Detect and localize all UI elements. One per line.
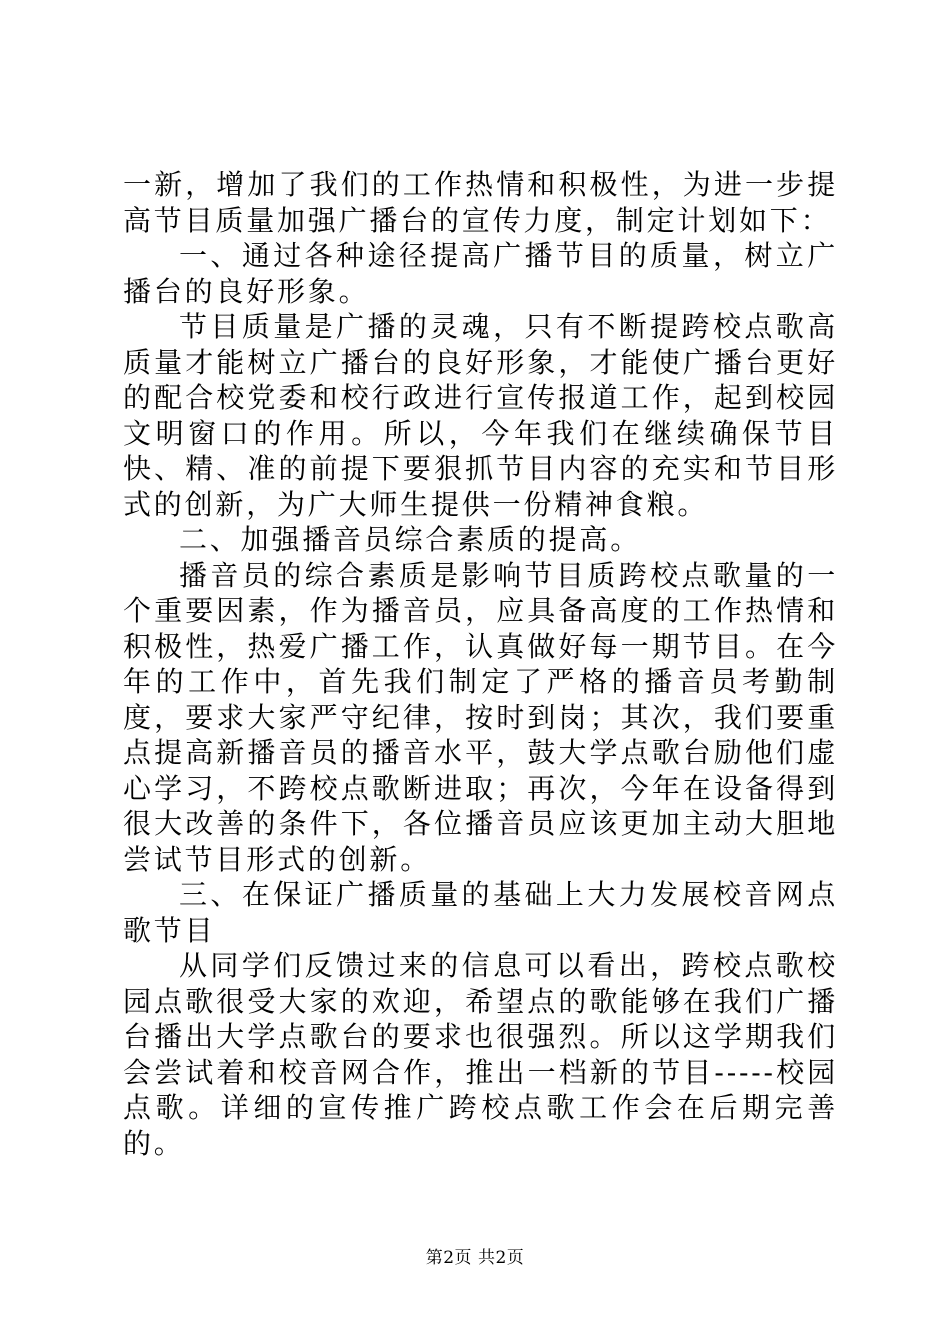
page-number-label: 第2页 共2页	[425, 1248, 525, 1268]
page-footer	[0, 1243, 950, 1268]
paragraph-7: 从同学们反馈过来的信息可以看出，跨校点歌校园点歌很受大家的欢迎，希望点的歌能够在我们广播台播出大学点歌台的要求也很强烈。所以这学期我们会尝试着和校音网合作，推出一档新的节目-----校园点歌。详细的宣传推广跨校点歌工作会在后期完善的。	[123, 949, 838, 1160]
paragraph-6-heading-three: 三、在保证广播质量的基础上大力发展校音网点歌节目	[123, 878, 838, 947]
document-body	[123, 167, 838, 1161]
paragraph-3: 节目质量是广播的灵魂，只有不断提跨校点歌高质量才能树立广播台的良好形象，才能使广播台更好的配合校党委和校行政进行宣传报道工作，起到校园文明窗口的作用。所以，今年我们在继续确保节目快、精、准的前提下要狠抓节目内容的充实和节目形式的创新，为广大师生提供一份精神食粮。	[123, 310, 838, 521]
paragraph-1: 一新，增加了我们的工作热情和积极性，为进一步提高节目质量加强广播台的宣传力度，制定计划如下：	[123, 168, 838, 237]
paragraph-5: 播音员的综合素质是影响节目质跨校点歌量的一个重要因素，作为播音员，应具备高度的工作热情和积极性，热爱广播工作，认真做好每一期节目。在今年的工作中，首先我们制定了严格的播音员考勤制度，要求大家严守纪律，按时到岗；其次，我们要重点提高新播音员的播音水平，鼓大学点歌台励他们虚心学习，不跨校点歌断进取；再次，今年在设备得到很大改善的条件下，各位播音员应该更加主动大胆地尝试节目形式的创新。	[123, 558, 838, 876]
paragraph-2-heading-one: 一、通过各种途径提高广播节目的质量，树立广播台的良好形象。	[123, 239, 838, 308]
paragraph-4-heading-two: 二、加强播音员综合素质的提高。	[179, 523, 642, 556]
